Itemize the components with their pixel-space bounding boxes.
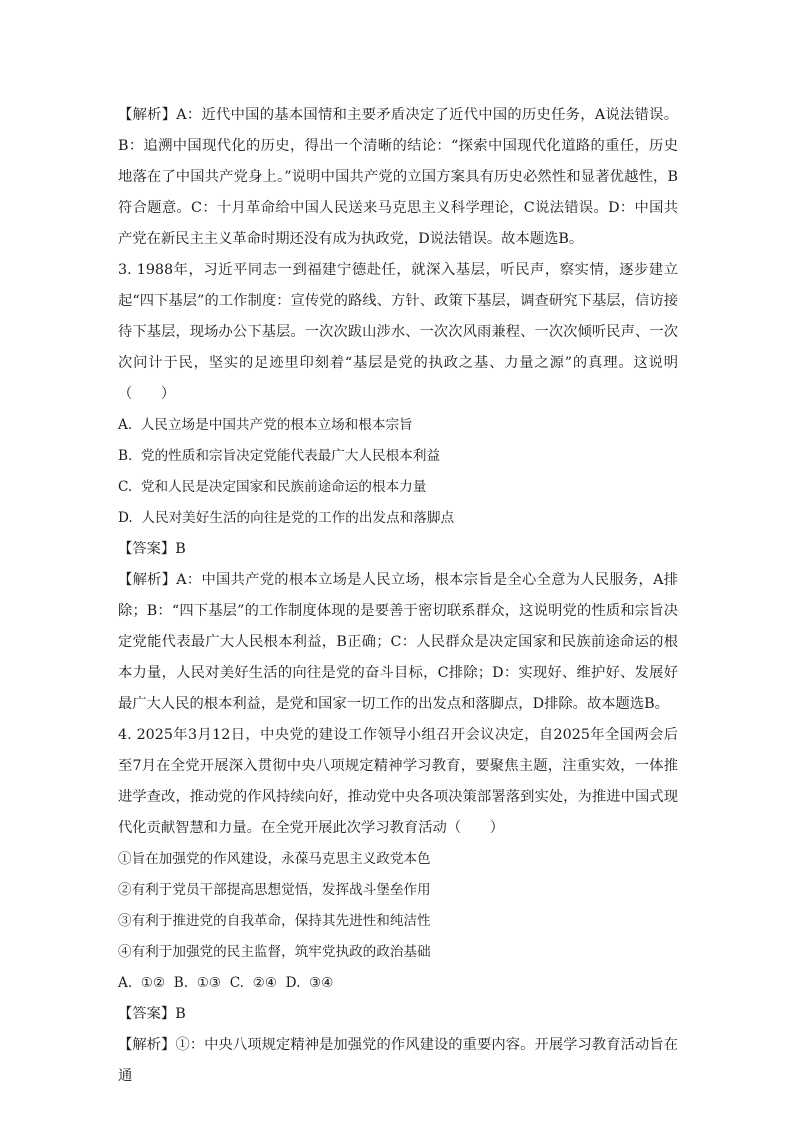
q4-statement-3: ③有利于推进党的自我革命，保持其先进性和纯洁性 xyxy=(118,913,431,929)
answer-value: B xyxy=(175,1006,186,1022)
q4-stem: 4. 2025年3月12日，中央党的建设工作领导小组召开会议决定，自2025年全国两会后至7月在全党开展深入贯彻中央八项规定精神学习教育，要聚焦主题，注重实效，一体推进学查改，推动党的作风持续向好，推动党中央各项决策部署落到实处，为推进中国式现代化贡献智慧和力量。在全党开展此次学习教育活动（ ） xyxy=(118,727,678,836)
q2-analysis xyxy=(118,100,678,255)
q3-stem: 3. 1988年，习近平同志一到福建宁德赴任，就深入基层，听民声，察实情，逐步建立起“四下基层”的工作制度：宣传党的路线、方针、政策下基层，调查研究下基层，信访接待下基层，现场办公下基层。一次次跋山涉水、一次次风雨兼程、一次次倾听民声、一次次问计于民，坚实的足迹里印刻着“基层是党的执政之基、力量之源”的真理。这说明（ ） xyxy=(118,262,678,402)
answer-tag: 【答案】 xyxy=(118,1006,176,1022)
q3-option-d: D. 人民对美好生活的向往是党的工作的出发点和落脚点 xyxy=(118,510,455,526)
q4-choices: A. ①② B. ①③ C. ②④ D. ③④ xyxy=(118,975,334,991)
q3-answer xyxy=(118,534,678,565)
answer-tag: 【答案】 xyxy=(118,541,176,557)
analysis-tag: 【解析】 xyxy=(118,1037,176,1053)
analysis-text: A：中国共产党的根本立场是人民立场，根本宗旨是全心全意为人民服务，A排除；B：“四下基层”的工作制度体现的是要善于密切联系群众，这说明党的性质和宗旨决定党能代表最广大人民根本利益，B正确；C：人民群众是决定国家和民族前途命运的根本力量，人民对美好生活的向往是党的奋斗目标，C排除；D：实现好、维护好、发展好最广大人民的根本利益，是党和国家一切工作的出发点和落脚点，D排除。故本题选B。 xyxy=(118,572,678,712)
analysis-tag: 【解析】 xyxy=(118,107,177,123)
document-page xyxy=(118,100,678,1092)
analysis-tag: 【解析】 xyxy=(118,572,177,588)
q3-option-b: B. 党的性质和宗旨决定党能代表最广大人民根本利益 xyxy=(118,448,441,464)
q4-statement-1: ①旨在加强党的作风建设，永葆马克思主义政党本色 xyxy=(118,851,431,867)
q3-analysis xyxy=(118,565,678,720)
q3-option-a: A. 人民立场是中国共产党的根本立场和根本宗旨 xyxy=(118,417,413,433)
q4-statement-4: ④有利于加强党的民主监督，筑牢党执政的政治基础 xyxy=(118,944,431,960)
analysis-text: A：近代中国的基本国情和主要矛盾决定了近代中国的历史任务，A说法错误。B：追溯中国现代化的历史，得出一个清晰的结论：“探索中国现代化道路的重任，历史地落在了中国共产党身上。”说明中国共产党的立国方案具有历史必然性和显著优越性，B符合题意。C：十月革命给中国人民送来马克思主义科学理论，C说法错误。D：中国共产党在新民主主义革命时期还没有成为执政党，D说法错误。故本题选B。 xyxy=(118,107,678,247)
q4-analysis xyxy=(118,1030,678,1092)
answer-value: B xyxy=(175,541,186,557)
q3-option-c: C. 党和人民是决定国家和民族前途命运的根本力量 xyxy=(118,479,427,495)
q4-answer xyxy=(118,999,678,1030)
analysis-text: ①：中央八项规定精神是加强党的作风建设的重要内容。开展学习教育活动旨在通 xyxy=(118,1037,679,1084)
q4-statement-2: ②有利于党员干部提高思想觉悟，发挥战斗堡垒作用 xyxy=(118,882,431,898)
